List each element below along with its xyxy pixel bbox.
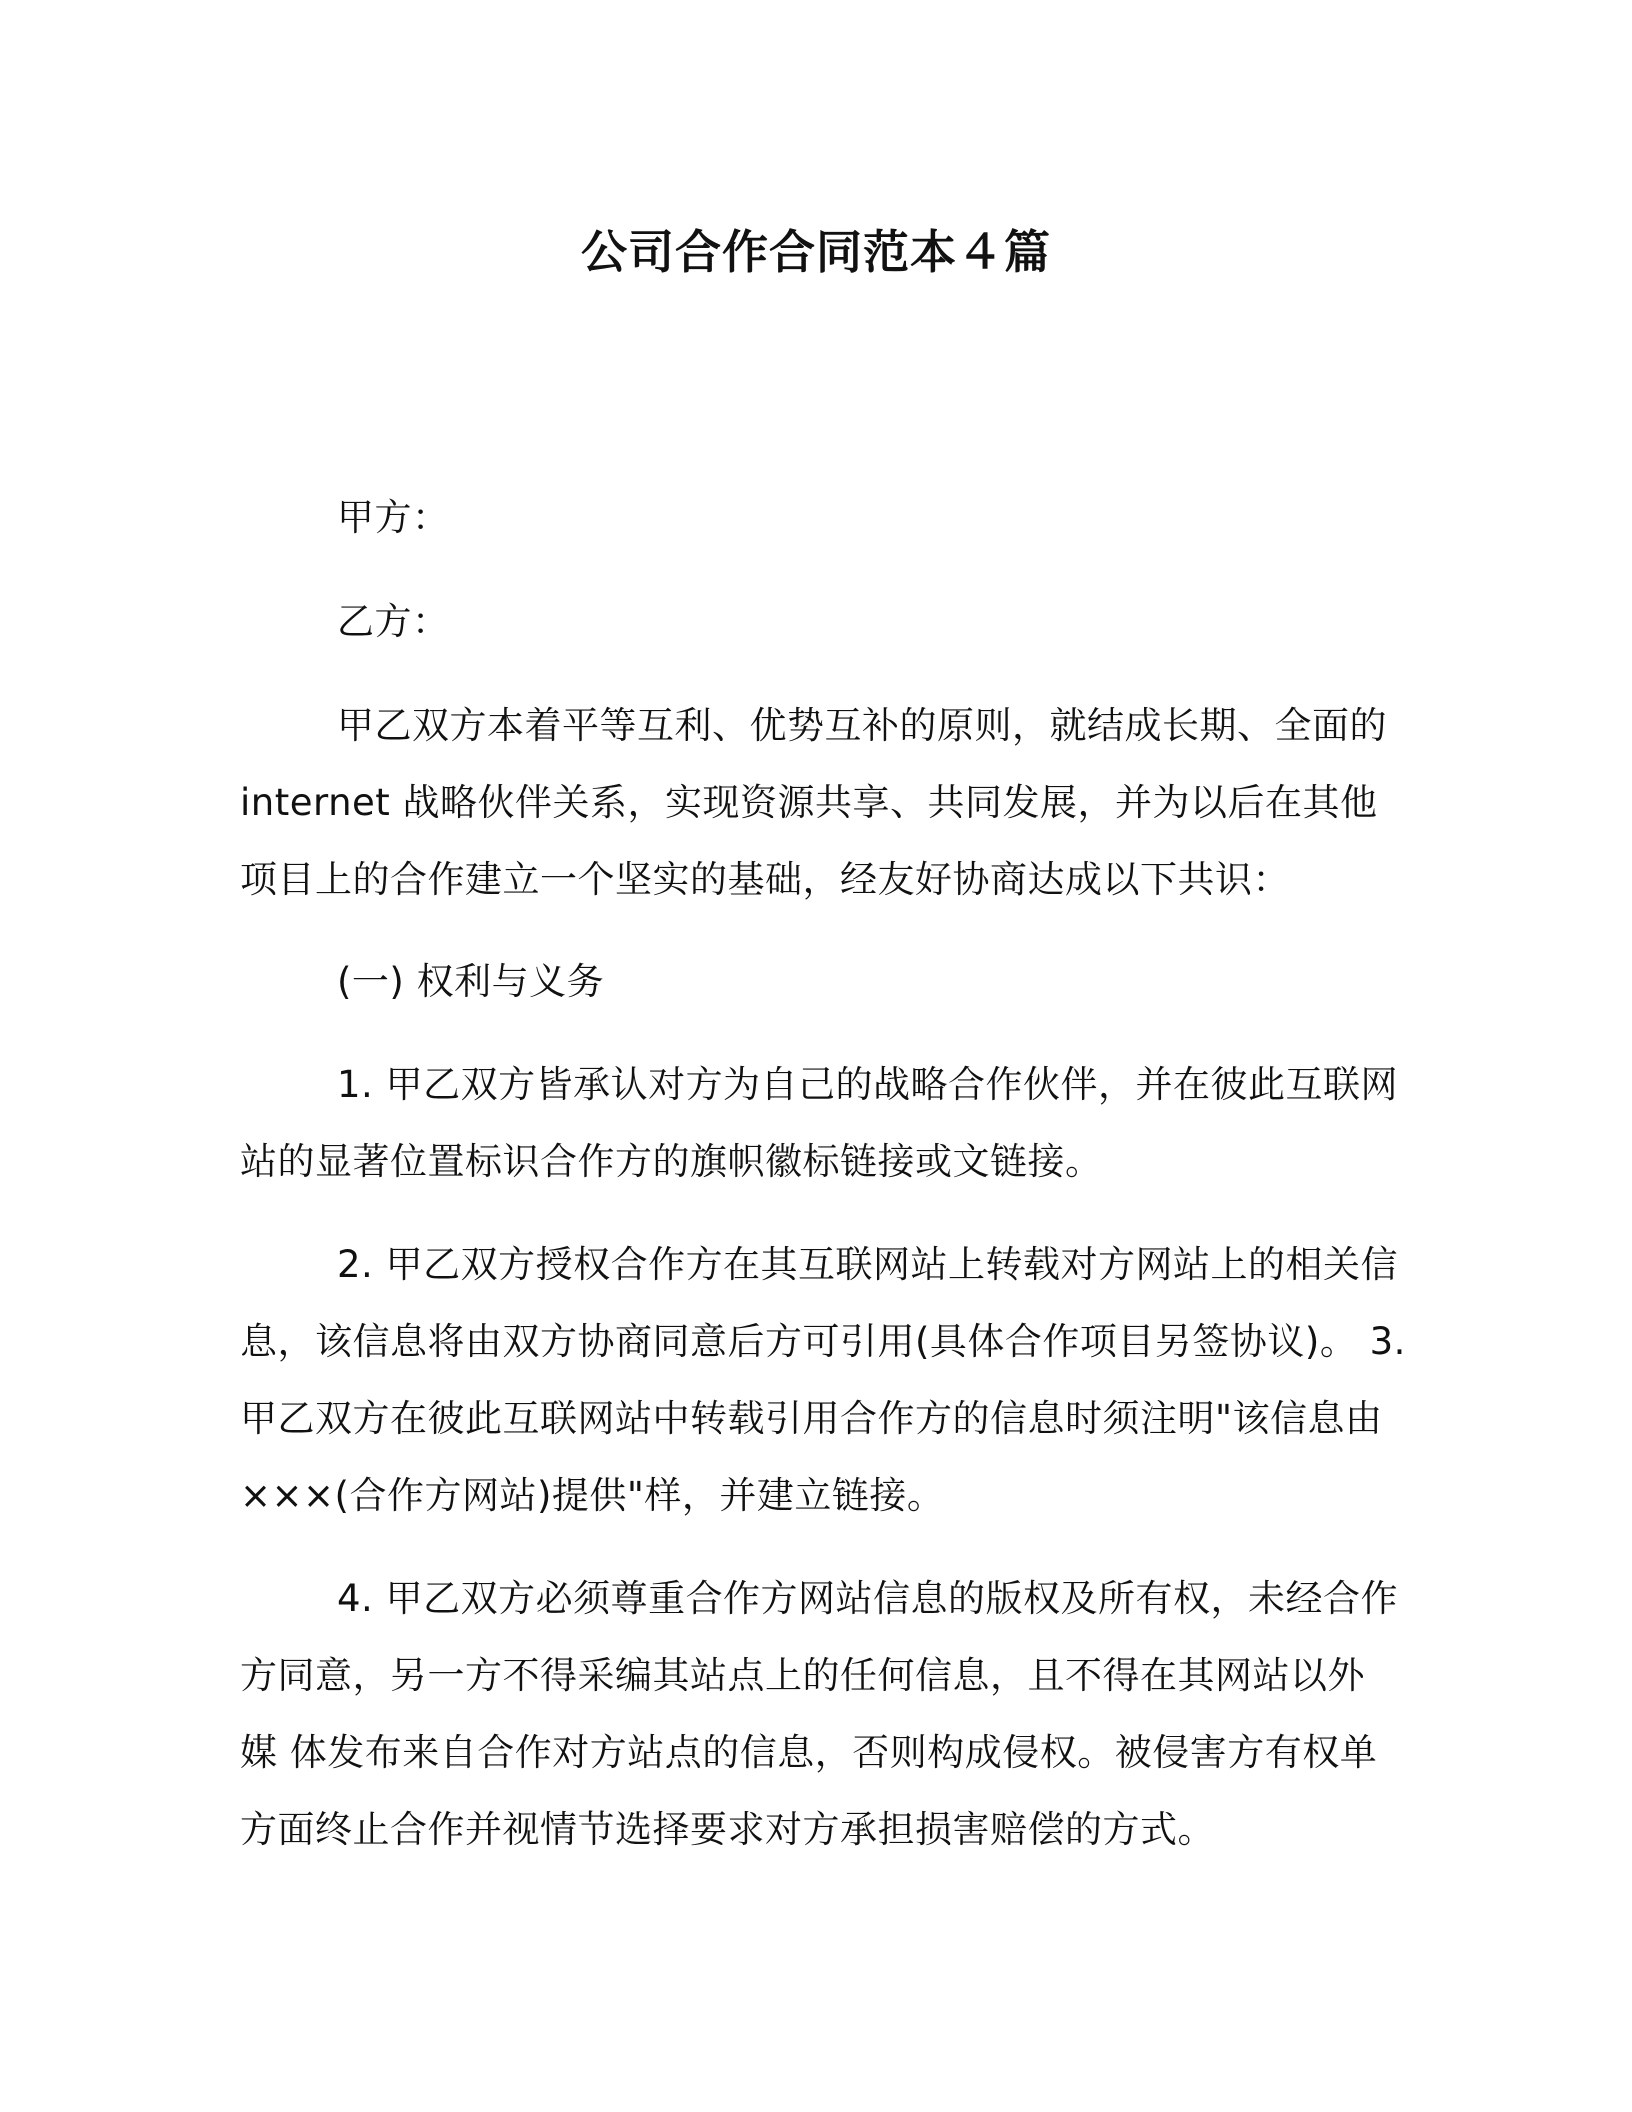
- paragraph-line: 媒 体发布来自合作对方站点的信息，否则构成侵权。被侵害方有权单: [240, 1731, 1378, 1774]
- paragraph-line: 方面终止合作并视情节选择要求对方承担损害赔偿的方式。: [240, 1808, 1215, 1851]
- paragraph-line: 甲乙双方在彼此互联网站中转载引用合作方的信息时须注明"该信息由: [240, 1397, 1383, 1440]
- section-heading: (一) 权利与义务: [337, 960, 605, 1003]
- paragraph-line: 方同意，另一方不得采编其站点上的任何信息，且不得在其网站以外: [240, 1654, 1365, 1697]
- paragraph-line: 1. 甲乙双方皆承认对方为自己的战略合作伙伴，并在彼此互联网: [337, 1063, 1399, 1106]
- paragraph-line: 站的显著位置标识合作方的旗帜徽标链接或文链接。: [240, 1140, 1103, 1183]
- document-title: 公司合作合同范本４篇: [581, 225, 1051, 279]
- paragraph-line: 息，该信息将由双方协商同意后方可引用(具体合作项目另签协议)。 3.: [240, 1320, 1406, 1363]
- party-a-line: 甲方：: [337, 496, 450, 539]
- paragraph-line: 4. 甲乙双方必须尊重合作方网站信息的版权及所有权，未经合作: [337, 1577, 1399, 1620]
- paragraph-line: 甲乙双方本着平等互利、优势互补的原则，就结成长期、全面的: [337, 704, 1387, 747]
- paragraph-line: ×××(合作方网站)提供"样，并建立链接。: [240, 1474, 945, 1517]
- paragraph-line: 项目上的合作建立一个坚实的基础，经友好协商达成以下共识：: [240, 858, 1290, 901]
- party-b-line: 乙方：: [337, 600, 450, 643]
- paragraph-line: internet 战略伙伴关系，实现资源共享、共同发展，并为以后在其他: [240, 781, 1378, 824]
- paragraph-line: 2. 甲乙双方授权合作方在其互联网站上转载对方网站上的相关信: [337, 1243, 1399, 1286]
